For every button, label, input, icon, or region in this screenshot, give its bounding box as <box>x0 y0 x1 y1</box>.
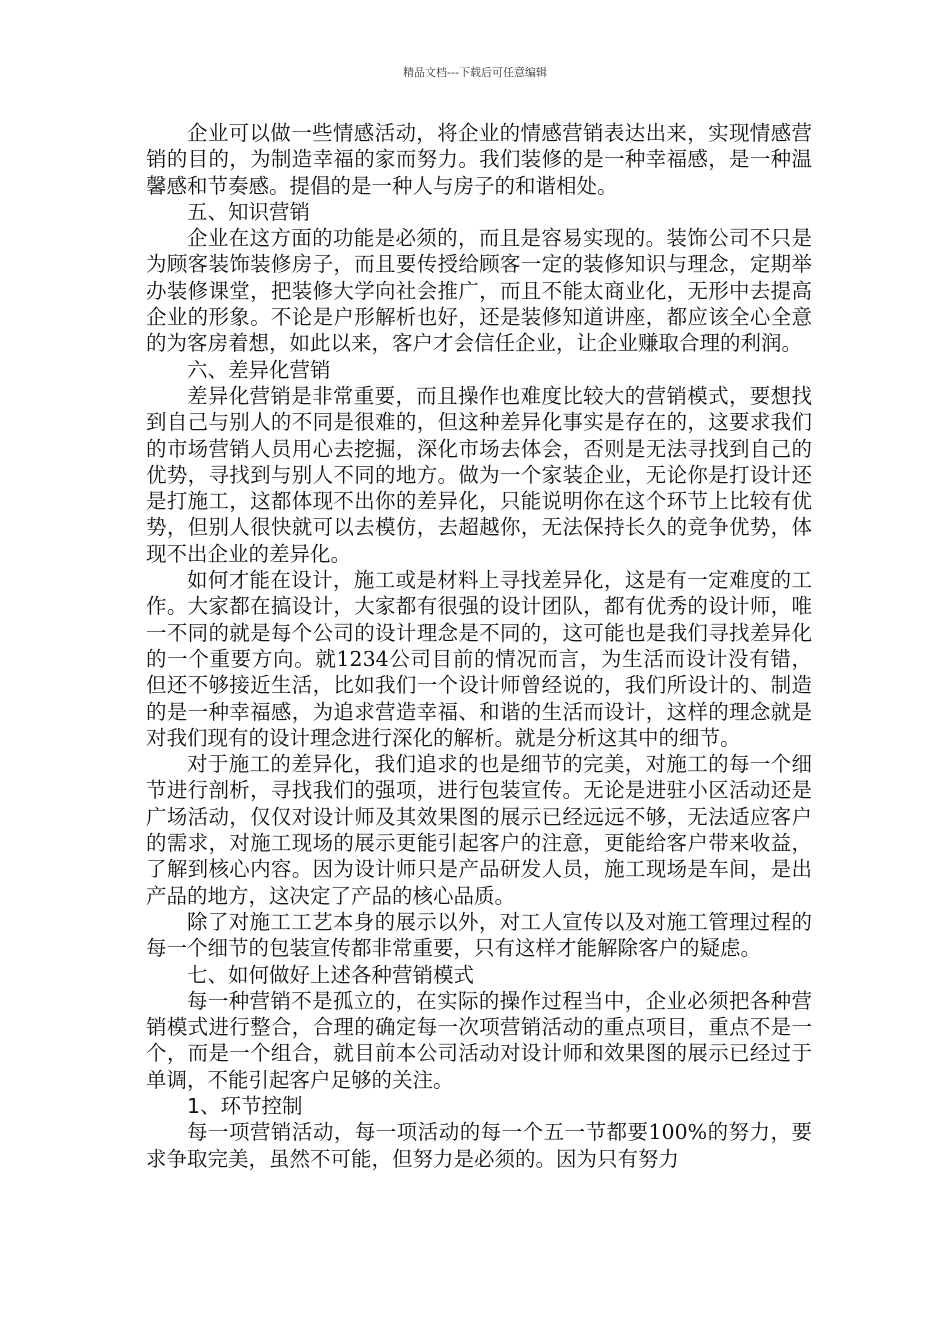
paragraph: 企业可以做一些情感活动，将企业的情感营销表达出来，实现情感营销的目的，为制造幸福的家而努力。我们装修的是一种幸福感，是一种温馨感和节奏感。提倡的是一种人与房子的和谐相处。 <box>146 121 812 198</box>
paragraph: 对于施工的差异化，我们追求的也是细节的完美，对施工的每一个细节进行剖析，寻找我们的强项，进行包装宣传。无论是进驻小区活动还是广场活动，仅仅对设计师及其效果图的展示已经远远不够，无法适应客户的需求，对施工现场的展示更能引起客户的注意，更能给客户带来收益，了解到核心内容。因为设计师只是产品研发人员，施工现场是车间，是出产品的地方，这决定了产品的核心品质。 <box>146 752 812 908</box>
paragraph: 除了对施工工艺本身的展示以外，对工人宣传以及对施工管理过程的每一个细节的包装宣传都非常重要，只有这样才能解除客户的疑虑。 <box>146 909 812 961</box>
paragraph: 每一项营销活动，每一项活动的每一个五一节都要100%的努力，要求争取完美，虽然不可能，但努力是必须的。因为只有努力 <box>146 1120 812 1171</box>
document-body <box>146 120 812 1172</box>
section-heading: 1、环节控制 <box>187 1093 303 1118</box>
paragraph: 差异化营销是非常重要，而且操作也难度比较大的营销模式，要想找到自己与别人的不同是很难的，但这种差异化事实是存在的，这要求我们的市场营销人员用心去挖掘，深化市场去体会，否则是无法寻找到自己的优势，寻找到与别人不同的地方。做为一个家装企业，无论你是打设计还是打施工，这都体现不出你的差异化，只能说明你在这个环节上比较有优势，但别人很快就可以去模仿，去超越你，无法保持长久的竞争优势，体现不出企业的差异化。 <box>146 383 812 566</box>
section-heading: 七、如何做好上述各种营销模式 <box>187 962 474 987</box>
page-header: 精品文档---下载后可任意编辑 <box>403 66 547 79</box>
paragraph: 企业在这方面的功能是必须的，而且是容易实现的。装饰公司不只是为顾客装饰装修房子，而且要传授给顾客一定的装修知识与理念，定期举办装修课堂，把装修大学向社会推广，而且不能太商业化，无形中去提高企业的形象。不论是户形解析也好，还是装修知道讲座，都应该全心全意的为客房着想，如此以来，客户才会信任企业，让企业赚取合理的利润。 <box>146 226 812 356</box>
section-heading: 五、知识营销 <box>187 199 310 224</box>
paragraph: 如何才能在设计，施工或是材料上寻找差异化，这是有一定难度的工作。大家都在搞设计，大家都有很强的设计团队，都有优秀的设计师，唯一不同的就是每个公司的设计理念是不同的，这可能也是我们寻找差异化的一个重要方向。就1234公司目前的情况而言，为生活而设计没有错，但还不够接近生活，比如我们一个设计师曾经说的，我们所设计的、制造的是一种幸福感，为追求营造幸福、和谐的生活而设计，这样的理念就是对我们现有的设计理念进行深化的解析。就是分析这其中的细节。 <box>146 568 812 750</box>
paragraph: 每一种营销不是孤立的，在实际的操作过程当中，企业必须把各种营销模式进行整合，合理的确定每一次项营销活动的重点项目，重点不是一个，而是一个组合，就目前本公司活动对设计师和效果图的展示已经过于单调，不能引起客户足够的关注。 <box>146 988 812 1092</box>
section-heading: 六、差异化营销 <box>187 357 331 382</box>
